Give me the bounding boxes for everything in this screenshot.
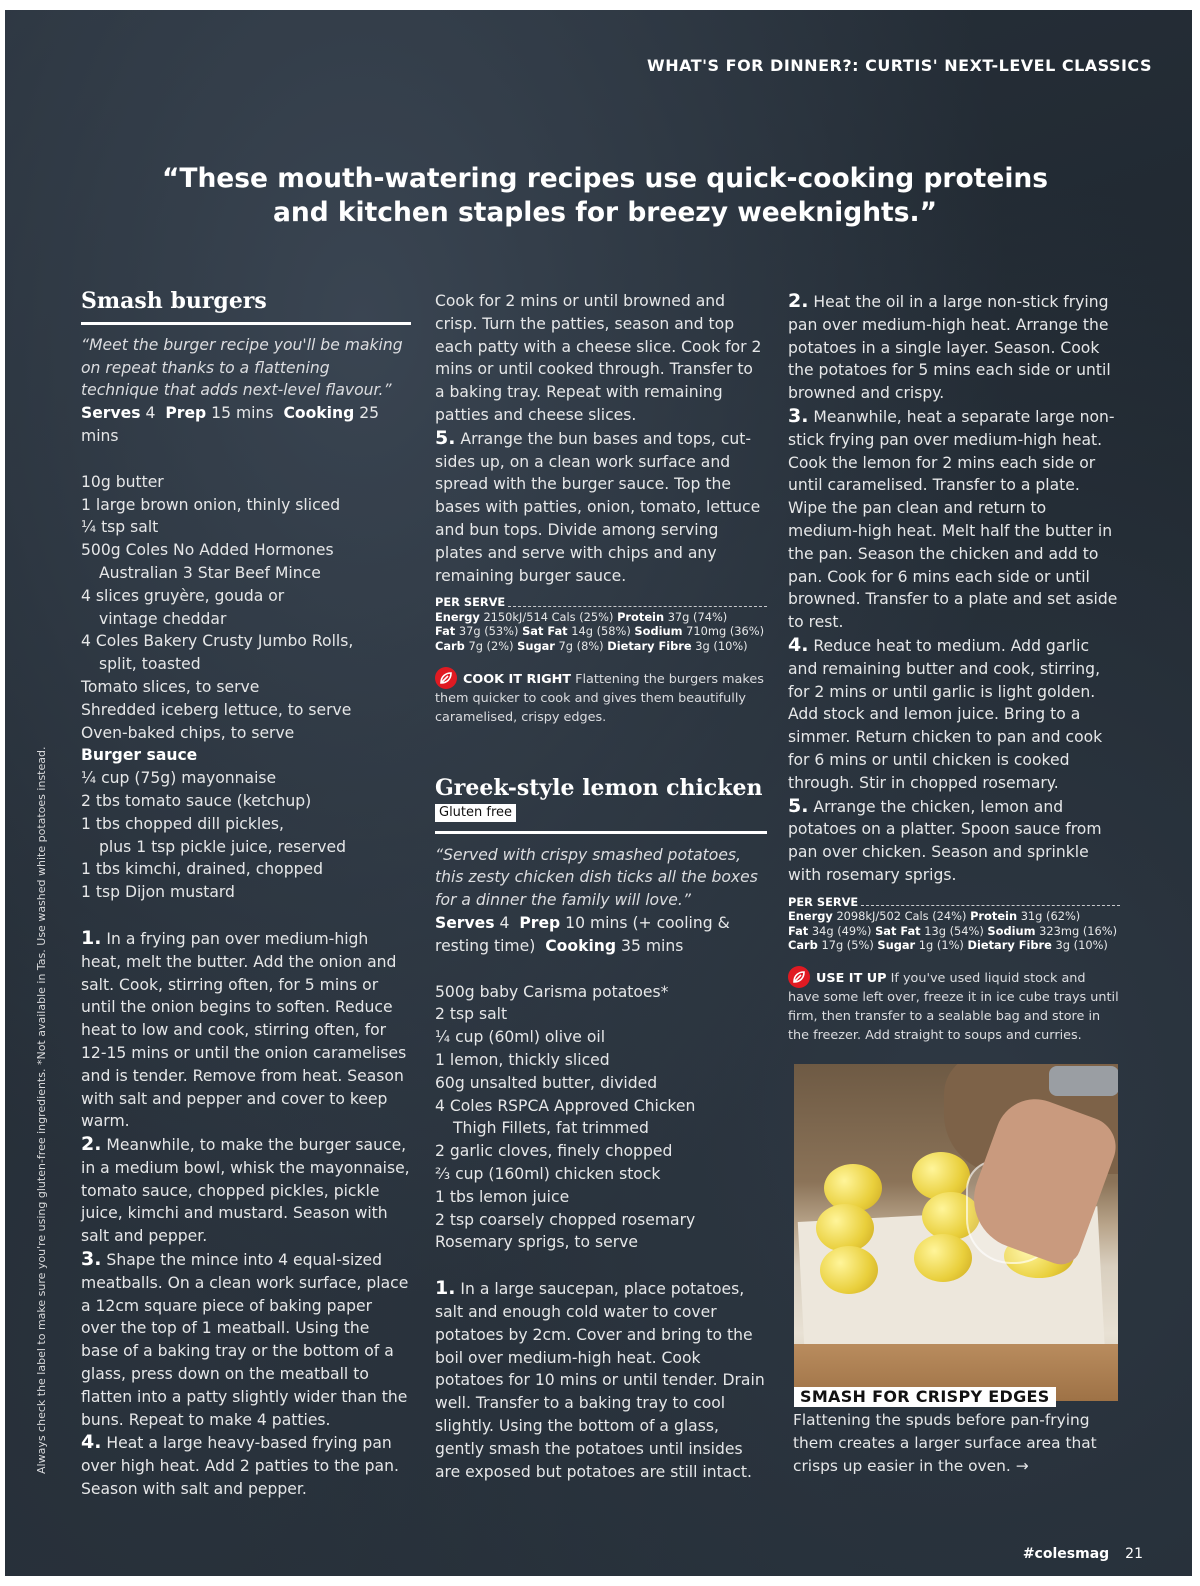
magazine-page	[5, 10, 1192, 1576]
ingredient: 1 tbs lemon juice	[435, 1187, 570, 1206]
method-step: 1. In a large saucepan, place potatoes, salt and enough cold water to cover potatoes by 2cm. Cover and bring to the boil over medium-high heat. Cook potatoes for 10 mins or until tender. Drain well. Transfer to a baking tray to cool slightly. Using the bottom of a glass, gently smash the potatoes until insides are exposed but potatoes are still intact.	[435, 1277, 765, 1481]
ingredient: 1 tsp Dijon mustard	[81, 883, 235, 902]
ingredient: plus 1 tsp pickle juice, reserved	[99, 837, 347, 856]
recipe-meta: Serves 4 Prep 10 mins (+ cooling & resting time) Cooking 35 mins	[435, 913, 730, 955]
ingredient: 4 Coles RSPCA Approved Chicken	[435, 1096, 696, 1115]
cook-tip: COOK IT RIGHT Flattening the burgers makes them quicker to cook and gives them beautifully caramelised, crispy edges.	[435, 667, 767, 727]
method-step: 4. Heat a large heavy-based frying pan over high heat. Add 2 patties to the pan. Season with salt and pepper.	[81, 1431, 399, 1499]
leaf-icon	[788, 966, 810, 988]
ingredient-list	[435, 981, 767, 1255]
ingredient: Oven-baked chips, to serve	[81, 723, 295, 742]
sauce-heading: Burger sauce	[81, 746, 198, 765]
method-step: 1. In a frying pan over medium-high heat, melt the butter. Add the onion and salt. Cook, stirring often, for 5 mins or until the onion begins to soften. Reduce heat to low and cook, stirring often, for 12-15 mins or until the onion caramelises and is tender. Remove from heat. Season with salt and pepper and cover to keep warm.	[81, 926, 407, 1131]
recipe-intro: “Meet the burger recipe you'll be making on repeat thanks to a flattening technique that adds next-level flavour.”	[81, 335, 403, 400]
ingredient: 4 Coles Bakery Crusty Jumbo Rolls,	[81, 632, 354, 651]
watch-icon	[1049, 1066, 1118, 1096]
ingredient: Thigh Fillets, fat trimmed	[453, 1119, 649, 1138]
nutrition-panel: PER SERVE Energy 2098kJ/502 Cals (24%) Protein 31g (62%) Fat 34g (49%) Sat Fat 13g (54%) Sodium 323mg (16%) Carb 17g (5%) Sugar 1g (1%) Dietary Fibre 3g (10%)	[788, 895, 1120, 953]
hashtag: #colesmag	[1022, 1546, 1110, 1562]
ingredient: 1 tbs chopped dill pickles,	[81, 814, 284, 833]
ingredient: ⅔ cup (160ml) chicken stock	[435, 1164, 661, 1183]
arrow-right-icon: →	[1015, 1457, 1029, 1475]
ingredient: 60g unsalted butter, divided	[435, 1073, 658, 1092]
use-it-up-tip: USE IT UP If you've used liquid stock and have some left over, freeze it in ice cube trays until firm, then transfer to a sealable bag and store in the freezer. Add straight to soups and curries.	[788, 966, 1120, 1045]
ingredient: 2 tsp salt	[435, 1005, 508, 1024]
method-step: 5. Arrange the bun bases and tops, cut-sides up, on a clean work surface and spread with the burger sauce. Top the bases with patties, onion, tomato, lettuce and bun tops. Divide among serving plates and serve with chips and any remaining burger sauce.	[435, 426, 761, 585]
ingredient: Rosemary sprigs, to serve	[435, 1233, 639, 1252]
recipe-meta: Serves 4 Prep 15 mins Cooking 25 mins	[81, 404, 380, 445]
section-header: WHAT'S FOR DINNER?: CURTIS' NEXT-LEVEL CLASSICS	[647, 56, 1152, 75]
photo-caption: Flattening the spuds before pan-frying them creates a larger surface area that crisps up easier in the oven. →	[793, 1411, 1097, 1475]
page-footer	[1023, 1546, 1143, 1562]
ingredient: 10g butter	[81, 472, 164, 491]
recipe-title-greek-chicken: Greek-style lemon chicken	[435, 774, 763, 801]
method-step: 3. Meanwhile, heat a separate large non-stick frying pan over medium-high heat. Cook the lemon for 2 mins each side or until caramelised. Transfer to a plate. Wipe the pan clean and return to medium-high heat. Melt half the butter in the pan. Season the chicken and add to pan. Cook for 6 mins each side or until browned. Transfer to a plate and set aside to rest.	[788, 404, 1118, 632]
pull-quote: “These mouth-watering recipes use quick-cooking proteins and kitchen staples for breezy weeknights.”	[161, 163, 1049, 228]
ingredient: 500g baby Carisma potatoes*	[435, 982, 669, 1001]
ingredient: Shredded iceberg lettuce, to serve	[81, 700, 352, 719]
leaf-icon	[435, 667, 457, 689]
ingredient: Tomato slices, to serve	[81, 677, 260, 696]
smashed-potatoes-photo	[794, 1064, 1118, 1401]
method-step: 3. Shape the mince into 4 equal-sized meatballs. On a clean work surface, place a 12cm square piece of baking paper over the top of 1 meatball. Using the base of a baking tray or the bottom of a glass, press down on the meatball to flatten into a patty slightly wider than the buns. Repeat to make 4 patties.	[81, 1248, 409, 1429]
recipe-title-smash-burgers: Smash burgers	[81, 290, 411, 325]
column-smash-burgers	[81, 290, 411, 1501]
ingredient: 500g Coles No Added Hormones	[81, 541, 334, 560]
ingredient: 1 tbs kimchi, drained, chopped	[81, 860, 324, 879]
ingredient: ¼ cup (75g) mayonnaise	[81, 769, 277, 788]
ingredient: 4 slices gruyère, gouda or	[81, 586, 285, 605]
column-middle	[435, 290, 767, 1483]
ingredient: split, toasted	[99, 655, 201, 674]
ingredient: vintage cheddar	[99, 609, 227, 628]
ingredient: ¼ cup (60ml) olive oil	[435, 1028, 606, 1047]
method-step: 4. Reduce heat to medium. Add garlic and remaining butter and cook, stirring, for 2 mins or until garlic is light golden. Add stock and lemon juice. Bring to a simmer. Return chicken to pan and cook for 6 mins or until chicken is cooked through. Stir in chopped rosemary.	[788, 633, 1103, 792]
ingredient: ¼ tsp salt	[81, 518, 159, 537]
column-right	[788, 290, 1120, 1045]
gluten-free-badge: Gluten free	[435, 804, 516, 822]
method-continued: Cook for 2 mins or until browned and crisp. Turn the patties, season and top each patty with a cheese slice. Cook for 2 mins or until cooked through. Transfer to a baking tray. Repeat with remaining patties and cheese slices.	[435, 292, 762, 424]
recipe-intro: “Served with crispy smashed potatoes, this zesty chicken dish ticks all the boxes for a dinner the family will love.”	[435, 845, 758, 910]
photo-caption-tag: SMASH FOR CRISPY EDGES	[794, 1387, 1056, 1407]
page-number: 21	[1125, 1546, 1143, 1562]
ingredient: 2 tbs tomato sauce (ketchup)	[81, 791, 312, 810]
ingredient: 2 garlic cloves, finely chopped	[435, 1142, 673, 1161]
ingredient: 1 large brown onion, thinly sliced	[81, 495, 341, 514]
ingredient: 2 tsp coarsely chopped rosemary	[435, 1210, 696, 1229]
nutrition-panel: PER SERVE Energy 2150kJ/514 Cals (25%) Protein 37g (74%) Fat 37g (53%) Sat Fat 14g (58%) Sodium 710mg (36%) Carb 7g (2%) Sugar 7g (8%) Dietary Fibre 3g (10%)	[435, 595, 767, 653]
method-step: 2. Heat the oil in a large non-stick frying pan over medium-high heat. Arrange the potatoes in a single layer. Season. Cook the potatoes for 5 mins each side or until browned and crispy.	[788, 290, 1111, 403]
ingredient-list	[81, 471, 411, 904]
ingredient: 1 lemon, thickly sliced	[435, 1050, 610, 1069]
method-step: 2. Meanwhile, to make the burger sauce, in a medium bowl, whisk the mayonnaise, tomato sauce, chopped pickles, pickle juice, kimchi and mustard. Season with salt and pepper.	[81, 1133, 410, 1246]
side-note: Always check the label to make sure you're using gluten-free ingredients. *Not available in Tas. Use washed white potatoes instead.	[35, 746, 48, 1474]
method-step: 5. Arrange the chicken, lemon and potatoes on a platter. Spoon sauce from pan over chicken. Season and sprinkle with rosemary sprigs.	[788, 794, 1102, 884]
ingredient: Australian 3 Star Beef Mince	[99, 563, 321, 582]
